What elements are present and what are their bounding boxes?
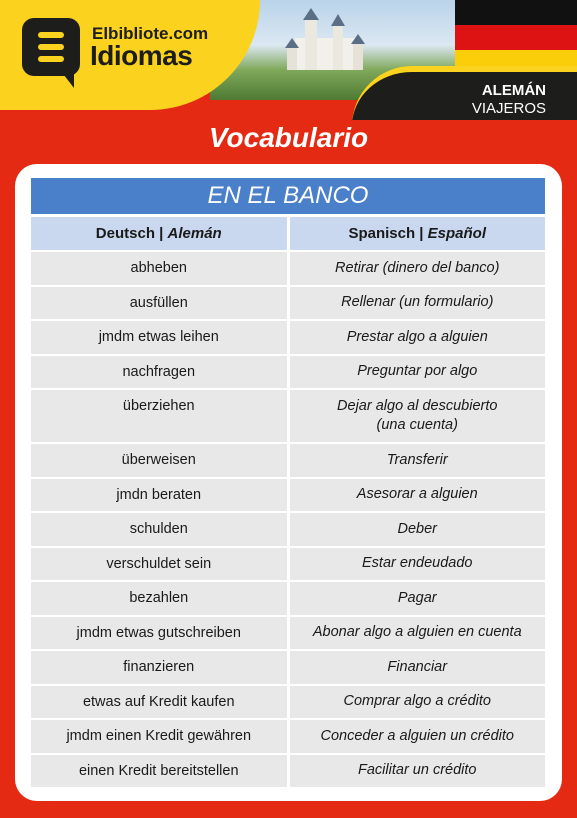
table-row xyxy=(31,479,545,512)
table-row xyxy=(31,617,545,650)
spanish-translation xyxy=(290,390,546,442)
table-row xyxy=(31,390,545,442)
table-row xyxy=(31,720,545,753)
table-row xyxy=(31,444,545,477)
column-header-deutsch-italic: Alemán xyxy=(167,225,222,242)
german-term: finanzieren xyxy=(31,651,287,684)
brand-site: Elbibliote.com xyxy=(92,24,209,43)
table-body xyxy=(31,252,545,787)
spanish-translation-line: Abonar algo a alguien en cuenta xyxy=(312,624,522,641)
tag-category: VIAJEROS xyxy=(471,100,546,117)
table-row xyxy=(31,548,545,581)
vocabulary-card xyxy=(15,164,562,801)
spanish-translation-line: Conceder a alguien un crédito xyxy=(320,727,514,744)
spanish-translation-line: Transferir xyxy=(386,451,448,468)
spanish-translation xyxy=(290,686,546,719)
logo-icon xyxy=(22,18,80,76)
german-term: einen Kredit bereitstellen xyxy=(31,755,287,788)
table-row xyxy=(31,321,545,354)
header xyxy=(0,0,577,120)
table-row xyxy=(31,582,545,615)
spanish-translation xyxy=(290,479,546,512)
spanish-translation xyxy=(290,252,546,285)
german-term: jmdm etwas leihen xyxy=(31,321,287,354)
table-row xyxy=(31,651,545,684)
spanish-translation-line: Comprar algo a crédito xyxy=(343,693,491,710)
spanish-translation xyxy=(290,617,546,650)
spanish-translation-line: Dejar algo al descubierto xyxy=(337,398,498,414)
table-row xyxy=(31,287,545,320)
spanish-translation-line: Prestar algo a alguien xyxy=(346,328,488,345)
spanish-translation-line: Retirar (dinero del banco) xyxy=(335,259,500,276)
german-term: nachfragen xyxy=(31,356,287,389)
german-term: jmdn beraten xyxy=(31,479,287,512)
spanish-translation xyxy=(290,548,546,581)
column-header-deutsch-main: Deutsch | xyxy=(95,225,168,242)
page-title: Vocabulario xyxy=(208,122,369,153)
german-term: verschuldet sein xyxy=(31,548,287,581)
german-term: etwas auf Kredit kaufen xyxy=(31,686,287,719)
spanish-translation-line: (una cuenta) xyxy=(376,417,458,433)
german-term: bezahlen xyxy=(31,582,287,615)
german-term: jmdm etwas gutschreiben xyxy=(31,617,287,650)
german-term: überweisen xyxy=(31,444,287,477)
brand-name: Idiomas xyxy=(90,40,193,71)
spanish-translation-line: Facilitar un crédito xyxy=(358,762,477,779)
german-term: schulden xyxy=(31,513,287,546)
spanish-translation xyxy=(290,513,546,546)
spanish-translation-line: Estar endeudado xyxy=(362,555,473,572)
spanish-translation-line: Rellenar (un formulario) xyxy=(341,294,494,311)
spanish-translation-line: Asesorar a alguien xyxy=(356,486,478,503)
german-term: ausfüllen xyxy=(31,287,287,320)
column-header-spanisch xyxy=(290,217,546,250)
column-header-spanisch-main: Spanisch | xyxy=(348,225,428,242)
table-row xyxy=(31,755,545,788)
spanish-translation-line: Financiar xyxy=(387,658,448,675)
german-term: überziehen xyxy=(31,390,287,442)
table-row xyxy=(31,252,545,285)
table-row xyxy=(31,686,545,719)
spanish-translation xyxy=(290,321,546,354)
german-term: abheben xyxy=(31,252,287,285)
spanish-translation-line: Preguntar por algo xyxy=(357,363,478,380)
table-header-row xyxy=(31,217,545,250)
spanish-translation-line: Pagar xyxy=(397,589,437,606)
spanish-translation-line: Deber xyxy=(397,520,437,537)
column-header-deutsch xyxy=(31,217,287,250)
spanish-translation xyxy=(290,287,546,320)
logo-tail-icon xyxy=(60,70,74,88)
spanish-translation xyxy=(290,720,546,753)
section-title: EN EL BANCO xyxy=(31,178,545,214)
spanish-translation xyxy=(290,444,546,477)
table-row xyxy=(31,513,545,546)
category-tag xyxy=(352,66,577,120)
tag-language: ALEMÁN xyxy=(481,82,546,99)
table-row xyxy=(31,356,545,389)
spanish-translation xyxy=(290,356,546,389)
castle-icon xyxy=(275,8,375,78)
column-header-spanisch-italic: Español xyxy=(427,225,487,242)
german-flag-icon xyxy=(455,0,577,75)
spanish-translation xyxy=(290,755,546,788)
spanish-translation xyxy=(290,651,546,684)
spanish-translation xyxy=(290,582,546,615)
german-term: jmdm einen Kredit gewähren xyxy=(31,720,287,753)
vocabulary-table xyxy=(31,178,545,789)
